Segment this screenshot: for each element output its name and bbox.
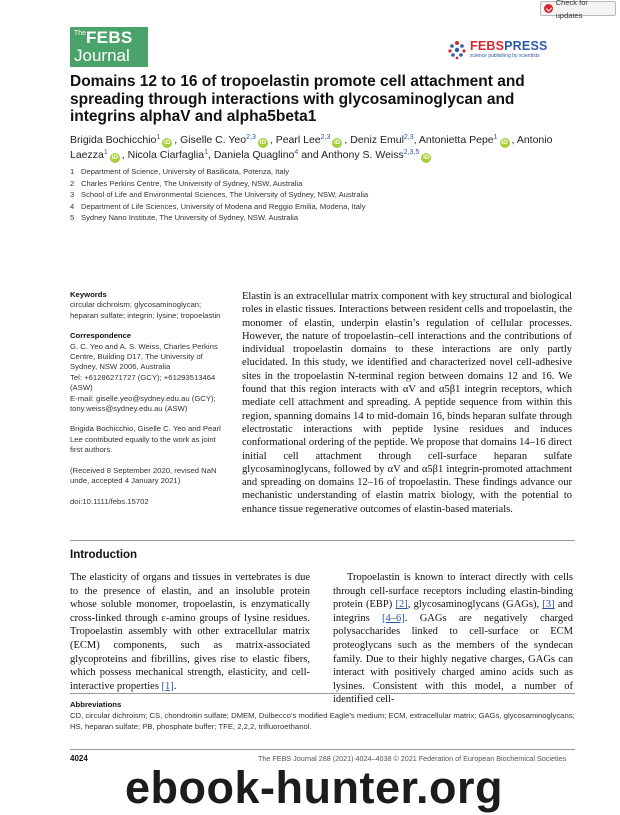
keywords-text: circular dichroism; glycosaminoglycan; heparan sulfate; integrin; lysine; tropoelastin [70, 300, 221, 320]
author-name[interactable]: Antonietta Pepe [418, 134, 494, 146]
intro-right-text-c: and integrins [333, 599, 573, 624]
author-name[interactable]: Nicola Ciarfaglia [127, 149, 205, 161]
author-affiliation-marker: 1 [103, 149, 108, 156]
affiliation-text: Sydney Nano Institute, The University of Sydney, NSW, Australia [81, 213, 299, 222]
abbreviations-divider [70, 693, 575, 694]
check-updates-label: Check for updates [555, 0, 588, 20]
affiliation-item [70, 178, 570, 190]
abbreviations-text: CD, circular dichroism; CS, chondroitin sulfate; DMEM, Dulbecco’s modified Eagle’s medium; ECM, extracellular matrix; GAGs, glycosaminoglycans; HS, heparan sulfate; PB, phosphate buffer; TFE, 2,2,2, trifluoroethanol. [70, 711, 575, 731]
intro-right-column [333, 571, 573, 707]
affiliation-text: School of Life and Environmental Sciences, The University of Sydney, NSW, Australia [81, 190, 369, 199]
author-affiliation-marker: 1 [204, 149, 208, 156]
author-name[interactable]: Antonio Laezza [70, 134, 553, 161]
received-dates: (Received 8 September 2020, revised NaN unde, accepted 4 January 2021) [70, 465, 217, 486]
affiliation-list [70, 166, 570, 224]
correspondence-text: G. C. Yeo and A. S. Weiss, Charles Perkins Centre, Building D17, The University of Sydney, NSW 2006, Australia Tel: +61286271727 (GCY); +61293513464 (ASW) E-mail: giselle.yeo@sydney.edu.au (GCY); tony.weiss@sydney.edu.au (ASW) [70, 341, 218, 414]
orcid-icon[interactable]: iD [334, 139, 341, 146]
febs-journal-logo [70, 27, 148, 67]
affiliation-number: 3 [70, 190, 75, 199]
author-affiliation-marker: 2,3,5 [403, 149, 420, 156]
abbreviations-block [70, 700, 575, 732]
author-affiliation-marker: 1 [156, 134, 161, 141]
equal-contribution-note: Brigida Bochicchio, Giselle C. Yeo and Pearl Lee contributed equally to the work as joint first authors. [70, 424, 221, 455]
intro-right-text-b: , glycosaminoglycans (GAGs), [407, 599, 543, 611]
orcid-icon[interactable]: iD [164, 139, 171, 146]
affiliation-text: Department of Life Sciences, University of Modena and Reggio Emilia, Modena, Italy [81, 201, 366, 211]
affiliation-number: 4 [70, 201, 75, 211]
author-name[interactable]: Giselle C. Yeo [180, 134, 247, 146]
author-affiliation-marker: 2,3 [246, 134, 256, 141]
affiliation-item [70, 201, 570, 213]
febs-press-dots-icon [447, 40, 467, 60]
author-name[interactable]: Daniela Quaglino [213, 149, 295, 161]
affiliation-item [70, 166, 570, 178]
author-affiliation-marker: 1 [493, 134, 498, 141]
author-affiliation-marker: 2,3 [320, 134, 331, 141]
author-name[interactable]: Pearl Lee [275, 134, 321, 146]
author-name[interactable]: Deniz Emul [350, 134, 404, 146]
article-sidebar [70, 290, 230, 517]
footer-divider [70, 749, 575, 750]
affiliation-text: Charles Perkins Centre, The University of Sydney, NSW, Australia [81, 178, 303, 188]
abbreviations-heading: Abbreviations [70, 700, 122, 709]
febs-press-logo [447, 38, 557, 62]
intro-left-end: . [173, 680, 177, 692]
ref-link-4-6[interactable]: [4–6] [382, 612, 405, 624]
footer-citation: The FEBS Journal 288 (2021) 4024–4038 © 2021 Federation of European Biochemical Societies [258, 754, 567, 763]
logo-the: The [74, 30, 87, 37]
page-number: 4024 [70, 754, 88, 763]
author-list: Brigida Bochicchio$^1$iD , Giselle C. Yeo$^{2,3}$iD , Pearl Lee$^{2,3}$iD , Deniz Emul$^{2,3}$, Antonietta Pepe$^1$iD , Antonio Laezza$^1$iD , Nicola Ciarfaglia$^1$, Daniela Quaglino$^4$ and Anthony S. Weiss$^{2,3,5}$iD [70, 134, 553, 161]
ref-link-3[interactable]: [3] [542, 599, 555, 611]
affiliation-item [70, 189, 570, 201]
affiliation-number: 5 [70, 213, 75, 222]
ref-link-2[interactable]: [2] [395, 599, 408, 611]
intro-left-column [70, 571, 310, 693]
watermark-text: ebook-hunter.org [125, 762, 503, 813]
correspondence-heading: Correspondence [70, 331, 132, 341]
febs-press-tagline: science publishing by scientists [470, 53, 540, 59]
article-title: Domains 12 to 16 of tropoelastin promote cell attachment and spreading through interactions with glycosaminoglycan and integrins alphaV and alpha5beta1 [70, 73, 525, 125]
check-for-updates-button[interactable] [540, 0, 616, 20]
orcid-icon[interactable]: iD [259, 139, 267, 146]
febs-press-name-b: PRESS [504, 39, 548, 53]
introduction-heading: Introduction [70, 549, 138, 561]
orcid-icon[interactable]: iD [501, 139, 508, 146]
affiliation-text: Department of Science, University of Basilicata, Potenza, Italy [81, 167, 290, 176]
keywords-heading: Keywords [70, 290, 107, 299]
affiliation-item [70, 212, 570, 224]
section-divider-top [70, 540, 575, 541]
orcid-icon[interactable]: iD [111, 154, 119, 161]
febs-press-name [470, 39, 548, 53]
intro-right-text-d: . GAGs are negatively charged polysaccharides linked to cell-surface or ECM proteoglycans such as the members of the syndecan family. Due to their highly negative charges, GAGs can interact with positively charged amino acids such as lysines. Consistent with this model, a number of identified cell- [333, 612, 573, 706]
author-name[interactable]: Brigida Bochicchio [70, 134, 157, 146]
author-affiliation-marker: 2,3 [403, 134, 414, 141]
intro-left-text: The elasticity of organs and tissues in vertebrates is due to the presence of elastin, and an insoluble protein whose soluble monomer, tropoelastin, is enzymatically cross-linked through ε-amino groups of lysine residues. Tropoelastin assembly with other extracellular matrix (ECM) components, such as matrix-associated glycoproteins and fibrillins, gives rise to elastic fibers, which possess mechanical strength, elasticity, and cell-interactive properties [70, 572, 310, 692]
affiliation-number: 2 [70, 178, 75, 188]
doi-link[interactable]: doi:10.1111/febs.15702 [70, 496, 149, 506]
affiliation-number: 1 [70, 167, 75, 176]
check-updates-icon [544, 4, 553, 13]
intro-right-text-a: Tropoelastin is known to interact directly with cells through cell-surface receptors including elastin-binding protein (EBP) [333, 572, 573, 611]
orcid-icon[interactable]: iD [423, 154, 430, 161]
ref-link-1[interactable]: [1] [161, 680, 174, 692]
author-affiliation-marker: 4 [294, 149, 299, 156]
febs-press-name-a: FEBS [470, 39, 505, 53]
logo-febs: FEBS [86, 28, 133, 47]
abstract-text: Elastin is an extracellular matrix component with key structural and biological roles in elastic tissues. Interactions between resident cells and tropoelastin, the monomer of elastin, underpin elastin’s regulation of cellular processes. However, the nature of tropoelastin–cell interactions and the contributions of individual tropoelastin domains to these interactions are only partly elucidated. In this study, we identified and characterized novel cell-adhesive sites in the tropoelastin N-terminal region between domains 12 and 16. We found that this region interacts with αV and α5β1 integrin receptors, which mediate cell attachment and spreading. A peptide sequence from within this region, spanning domains 14 to mid-domain 16, binds heparan sulfate through electrostatic interactions with peptide lysine residues and induces conformational ordering of the peptide. We propose that domains 14–16 direct initial cell attachment through cell-surface heparan sulfate glycosaminoglycans, followed by αV and α5β1 integrin-promoted attachment and spreading on domains 12–16 of tropoelastin. These findings advance our mechanistic understanding of elastin matrix biology, with the potential to enhance tissue regenerative outcomes of elastin-based materials. [242, 291, 572, 515]
logo-journal: Journal [74, 46, 130, 65]
author-name[interactable]: Anthony S. Weiss [321, 149, 404, 161]
